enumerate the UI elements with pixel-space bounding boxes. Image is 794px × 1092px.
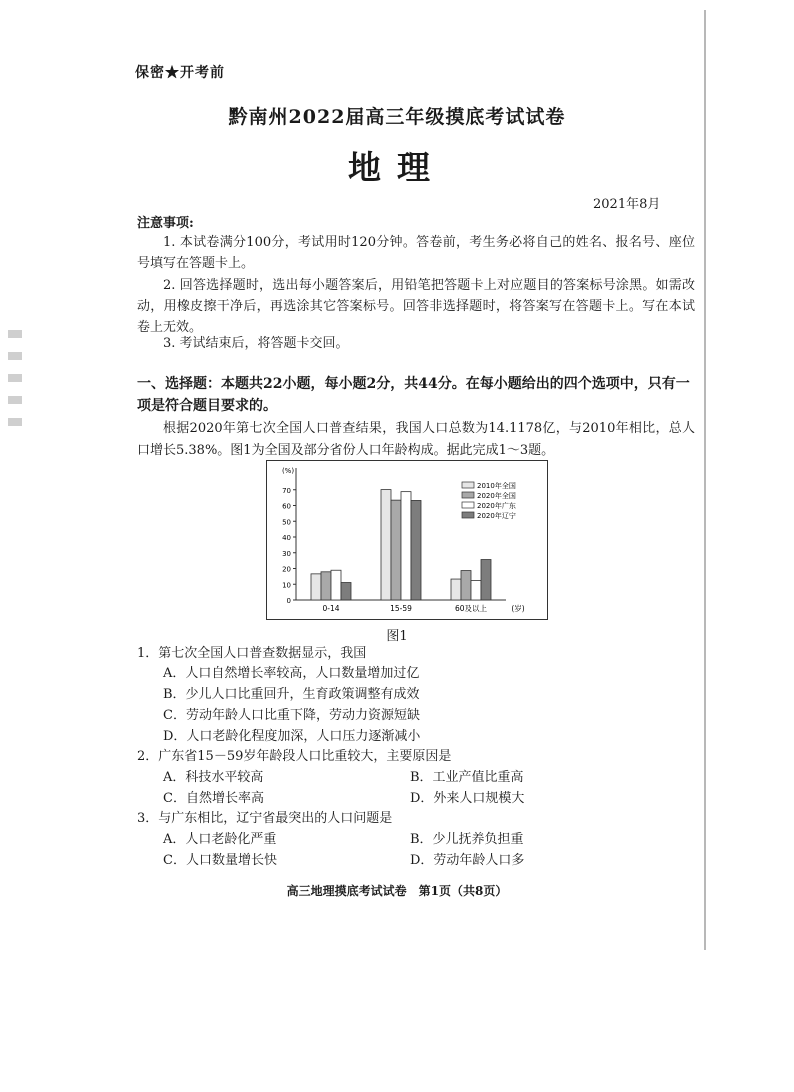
- question-3-option-a: A．人口老龄化严重: [163, 832, 277, 847]
- y-tick-label: 20: [282, 565, 291, 574]
- question-2-option-a: A．科技水平较高: [163, 770, 264, 785]
- legend-swatch: [462, 492, 474, 498]
- confidential-label: 保密★开考前: [135, 65, 225, 81]
- bar: [451, 579, 461, 600]
- question-1-stem: 1．第七次全国人口普查数据显示，我国: [137, 646, 367, 661]
- bar: [481, 560, 491, 600]
- notice-item-2: 2. 回答选择题时，选出每小题答案后，用铅笔把答题卡上对应题目的答案标号涂黑。如需改动，用橡皮擦干净后，再选涂其它答案标号。回答非选择题时，将答案写在答题卡上。写在本试卷上无效。: [137, 278, 695, 335]
- question-2-option-d: D．外来人口规模大: [410, 791, 525, 806]
- bar: [381, 490, 391, 600]
- notice-item-3: 3. 考试结束后，将答题卡交回。: [163, 336, 349, 351]
- question-3-option-c: C．人口数量增长快: [163, 853, 277, 868]
- notice-title: 注意事项:: [137, 216, 194, 231]
- question-3-option-d: D．劳动年龄人口多: [410, 853, 525, 868]
- x-tick-label: 15-59: [390, 604, 412, 613]
- question-1-option-a: A．人口自然增长率较高，人口数量增加过亿: [163, 666, 420, 681]
- y-tick-label: 50: [282, 518, 291, 527]
- question-1-option-c: C．劳动年龄人口比重下降，劳动力资源短缺: [163, 708, 420, 723]
- legend-swatch: [462, 482, 474, 488]
- legend-swatch: [462, 502, 474, 508]
- bar: [311, 574, 321, 600]
- exam-date: 2021年8月: [593, 197, 661, 212]
- bar: [471, 580, 481, 600]
- x-tick-label: 0-14: [322, 604, 340, 613]
- population-age-chart: [266, 460, 548, 620]
- y-tick-label: 10: [282, 581, 291, 590]
- legend-label: 2020年广东: [477, 502, 516, 510]
- legend-label: 2020年全国: [477, 492, 516, 500]
- x-tick-label: 60及以上: [454, 604, 488, 613]
- bar: [331, 570, 341, 600]
- question-3-option-b: B．少儿抚养负担重: [410, 832, 524, 847]
- exam-title: 黔南州2022届高三年级摸底考试试卷: [228, 106, 566, 128]
- y-tick-label: 60: [282, 502, 291, 511]
- y-tick-label: 30: [282, 549, 291, 558]
- legend-label: 2020年辽宁: [477, 512, 516, 520]
- bar: [401, 492, 411, 600]
- subject-title: 地理: [348, 148, 446, 187]
- question-2-stem: 2．广东省15－59岁年龄段人口比重较大，主要原因是: [137, 749, 452, 764]
- question-3-stem: 3．与广东相比，辽宁省最突出的人口问题是: [137, 811, 393, 826]
- figure-caption: 图1: [386, 629, 408, 644]
- y-axis-unit: (%): [281, 467, 295, 475]
- bar: [461, 571, 471, 600]
- question-intro: 根据2020年第七次全国人口普查结果，我国人口总数为14.1178亿，与2010年相比，总人口增长5.38%。图1为全国及部分省份人口年龄构成。据此完成1～3题。: [137, 421, 695, 458]
- legend-swatch: [462, 512, 474, 518]
- question-2-option-b: B．工业产值比重高: [410, 770, 524, 785]
- question-1-option-d: D．人口老龄化程度加深，人口压力逐渐减小: [163, 729, 421, 744]
- question-2-option-c: C．自然增长率高: [163, 791, 264, 806]
- notice-item-1: 1. 本试卷满分100分，考试用时120分钟。答卷前，考生务必将自己的姓名、报名号、座位号填写在答题卡上。: [137, 235, 695, 271]
- y-tick-label: 40: [282, 534, 291, 542]
- page-footer: 高三地理摸底考试试卷 第1页（共8页）: [286, 884, 508, 898]
- question-1-option-b: B．少儿人口比重回升，生育政策调整有成效: [163, 687, 420, 702]
- y-tick-label: 70: [282, 486, 291, 495]
- section-heading: 一、选择题：本题共22小题，每小题2分，共44分。在每小题给出的四个选项中，只有一项是符合题目要求的。: [137, 376, 690, 414]
- y-tick-label: 0: [286, 597, 291, 605]
- x-axis-unit: (岁): [511, 604, 525, 613]
- legend-label: 2010年全国: [477, 482, 516, 490]
- bar: [341, 583, 351, 600]
- scan-margin-marks: [8, 330, 32, 470]
- bar: [411, 500, 421, 600]
- bar: [321, 572, 331, 600]
- bar: [391, 500, 401, 600]
